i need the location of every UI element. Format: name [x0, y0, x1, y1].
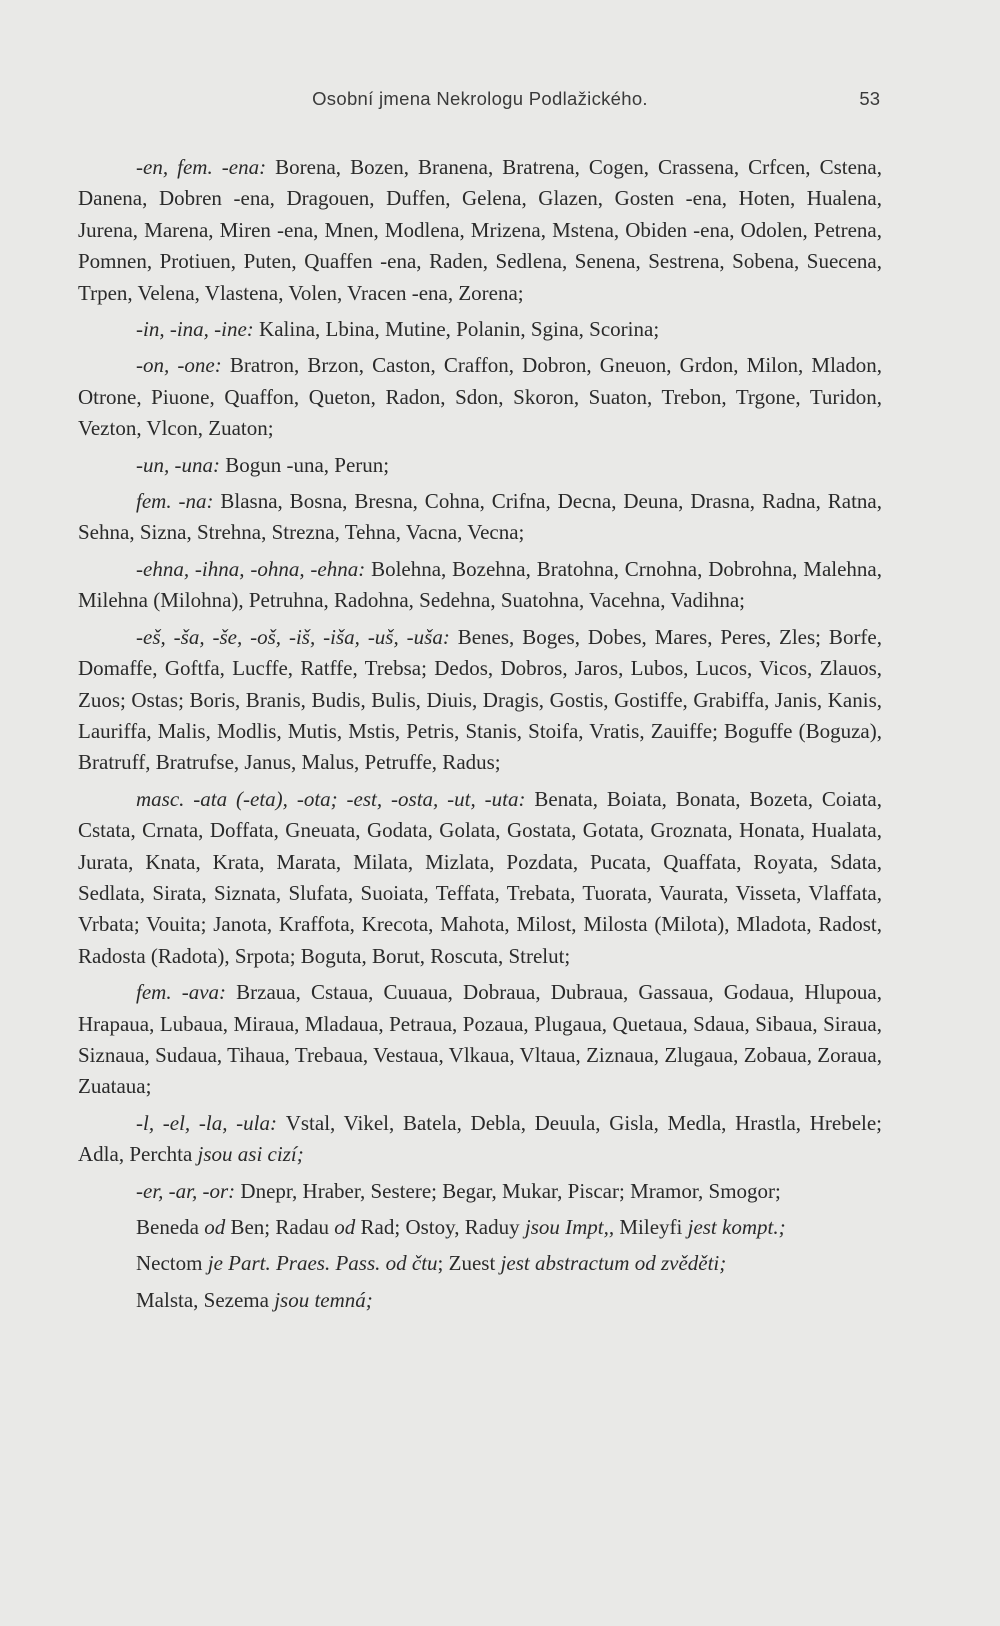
text-run: Nectom	[136, 1251, 208, 1276]
text-run: Blasna, Bosna, Bresna, Cohna, Crifna, Decna, Deuna, Drasna, Radna, Ratna, Sehna, Sizna, Strehna, Strezna, Tehna, Vacna, Vecna;	[78, 489, 883, 545]
italic-run: -er, -ar, -or:	[136, 1178, 241, 1203]
paragraph-en-ena	[78, 152, 882, 309]
text-run: Ben; Radau	[230, 1215, 335, 1239]
italic-run: fem. -na:	[136, 489, 221, 514]
italic-run: jest abstractum od zvěděti;	[500, 1251, 727, 1276]
italic-run: -in, -ina, -ine:	[136, 317, 260, 342]
paragraph-malsta	[78, 1285, 882, 1316]
paragraph-l-el-la	[78, 1108, 882, 1171]
italic-run: -ehna, -ihna, -ohna, -ehna:	[136, 556, 372, 581]
paragraph-er-ar-or	[78, 1176, 882, 1207]
paragraph-fem-na	[78, 486, 882, 549]
paragraph-es-sa	[78, 622, 882, 779]
text-run: Dnepr, Hraber, Sestere; Begar, Mukar, Piscar; Mramor, Smogor;	[240, 1178, 781, 1203]
paragraph-on-one	[78, 350, 882, 444]
text-run: Brzaua, Cstaua, Cuuaua, Dobraua, Dubraua, Gassaua, Godaua, Hlupoua, Hrapaua, Lubaua, Miraua, Mladaua, Petraua, Pozaua, Plugaua, Quetaua, Sdaua, Sibaua, Siraua, Siznaua, Sudaua, Tihaua, Trebaua, Vestaua, Vlkaua, Vltaua, Ziznaua, Zlugaua, Zobaua, Zoraua, Zuataua;	[78, 980, 882, 1099]
text-run: Vstal, Vikel, Batela, Debla, Deuula, Gisla, Medla, Hrastla, Hrebele; Adla, Perchta	[78, 1110, 883, 1167]
text-run: Bolehna, Bozehna, Bratohna, Crnohna, Dobrohna, Malehna, Milehna (Milohna), Petruhna, Radohna, Sedehna, Suatohna, Vacehna, Vadihna;	[78, 556, 882, 613]
paragraph-un-una	[78, 450, 882, 481]
text-run: Bratron, Brzon, Caston, Craffon, Dobron, Gneuon, Grdon, Milon, Mladon, Otrone, Piuone, Quaffon, Queton, Radon, Sdon, Skoron, Suaton, Trebon, Trgone, Turidon, Vezton, Vlcon, Zuaton;	[78, 353, 882, 441]
paragraph-beneda	[78, 1212, 882, 1243]
italic-run: fem. -ava:	[136, 980, 237, 1005]
text-run: Rad; Ostoy, Raduy	[360, 1215, 525, 1239]
italic-run: -en, fem. -ena:	[136, 155, 276, 179]
italic-run: masc. -ata (-eta), -ota; -est, -osta, -ut, -uta:	[136, 786, 535, 811]
italic-run: -un, -una:	[136, 452, 226, 477]
italic-run: -eš, -ša, -še, -oš, -iš, -iša, -uš, -uša:	[136, 624, 458, 649]
text-run: Beneda	[136, 1215, 205, 1239]
page-number: 53	[859, 88, 880, 109]
paragraph-masc-ata	[78, 784, 882, 972]
italic-run: jsou asi cizí;	[197, 1142, 304, 1167]
text-run: Malsta, Sezema	[136, 1287, 275, 1312]
running-title: Osobní jmena Nekrologu Podlažického.	[312, 88, 648, 109]
italic-run: jsou Impt,,	[524, 1215, 620, 1239]
page-body	[78, 152, 882, 1321]
text-run: Bogun -una, Perun;	[225, 452, 390, 477]
italic-run: od	[334, 1215, 361, 1239]
text-run: ; Zuest	[437, 1251, 501, 1276]
italic-run: je Part. Praes. Pass. od čtu	[207, 1251, 438, 1276]
text-run: Kalina, Lbina, Mutine, Polanin, Sgina, Scorina;	[259, 317, 660, 342]
paragraph-fem-ava	[78, 977, 882, 1103]
paragraph-in-ina	[78, 314, 882, 345]
text-run: Borena, Bozen, Branena, Bratrena, Cogen, Crassena, Crfcen, Cstena, Danena, Dobren -ena, Dragouen, Duffen, Gelena, Glazen, Gosten -ena, Hoten, Hualena, Jurena, Marena, Miren -ena, Mnen, Modlena, Mrizena, Mstena, Obiden -ena, Odolen, Petrena, Pomnen, Protiuen, Puten, Quaffen -ena, Raden, Sedlena, Senena, Sestrena, Sobena, Suecena, Trpen, Velena, Vlastena, Volen, Vracen -ena, Zorena;	[78, 155, 882, 305]
italic-run: od	[204, 1215, 231, 1239]
italic-run: jest kompt.;	[687, 1215, 786, 1239]
paragraph-ehna	[78, 554, 882, 617]
italic-run: -l, -el, -la, -ula:	[136, 1110, 286, 1135]
text-run: Benes, Boges, Dobes, Mares, Peres, Zles; Borfe, Domaffe, Goftfa, Lucffe, Ratffe, Trebsa; Dedos, Dobros, Jaros, Lubos, Lucos, Vicos, Zlauos, Zuos; Ostas; Boris, Branis, Budis, Bulis, Diuis, Dragis, Gostis, Gostiffe, Grabiffa, Janis, Kanis, Lauriffa, Malis, Modlis, Mutis, Mstis, Petris, Stanis, Stoifa, Vratis, Zauiffe; Boguffe (Boguza), Bratruff, Bratrufse, Janus, Malus, Petruffe, Radus;	[78, 624, 882, 775]
italic-run: -on, -one:	[136, 353, 230, 378]
paragraph-nectom	[78, 1248, 882, 1279]
italic-run: jsou temná;	[274, 1287, 373, 1312]
text-run: Mileyfi	[619, 1215, 688, 1239]
text-run: Benata, Boiata, Bonata, Bozeta, Coiata, Cstata, Crnata, Doffata, Gneuata, Godata, Golata, Gostata, Gotata, Groznata, Honata, Hualata, Jurata, Knata, Krata, Marata, Milata, Mizlata, Pozdata, Pucata, Quaffata, Royata, Sdata, Sedlata, Sirata, Siznata, Slufata, Suoiata, Teffata, Trebata, Tuorata, Vaurata, Visseta, Vlaffata, Vrbata; Vouita; Janota, Kraffota, Krecota, Mahota, Milost, Milosta (Milota), Mladota, Radost, Radosta (Radota), Srpota; Boguta, Borut, Roscuta, Strelut;	[78, 786, 882, 968]
page-header	[80, 88, 880, 116]
